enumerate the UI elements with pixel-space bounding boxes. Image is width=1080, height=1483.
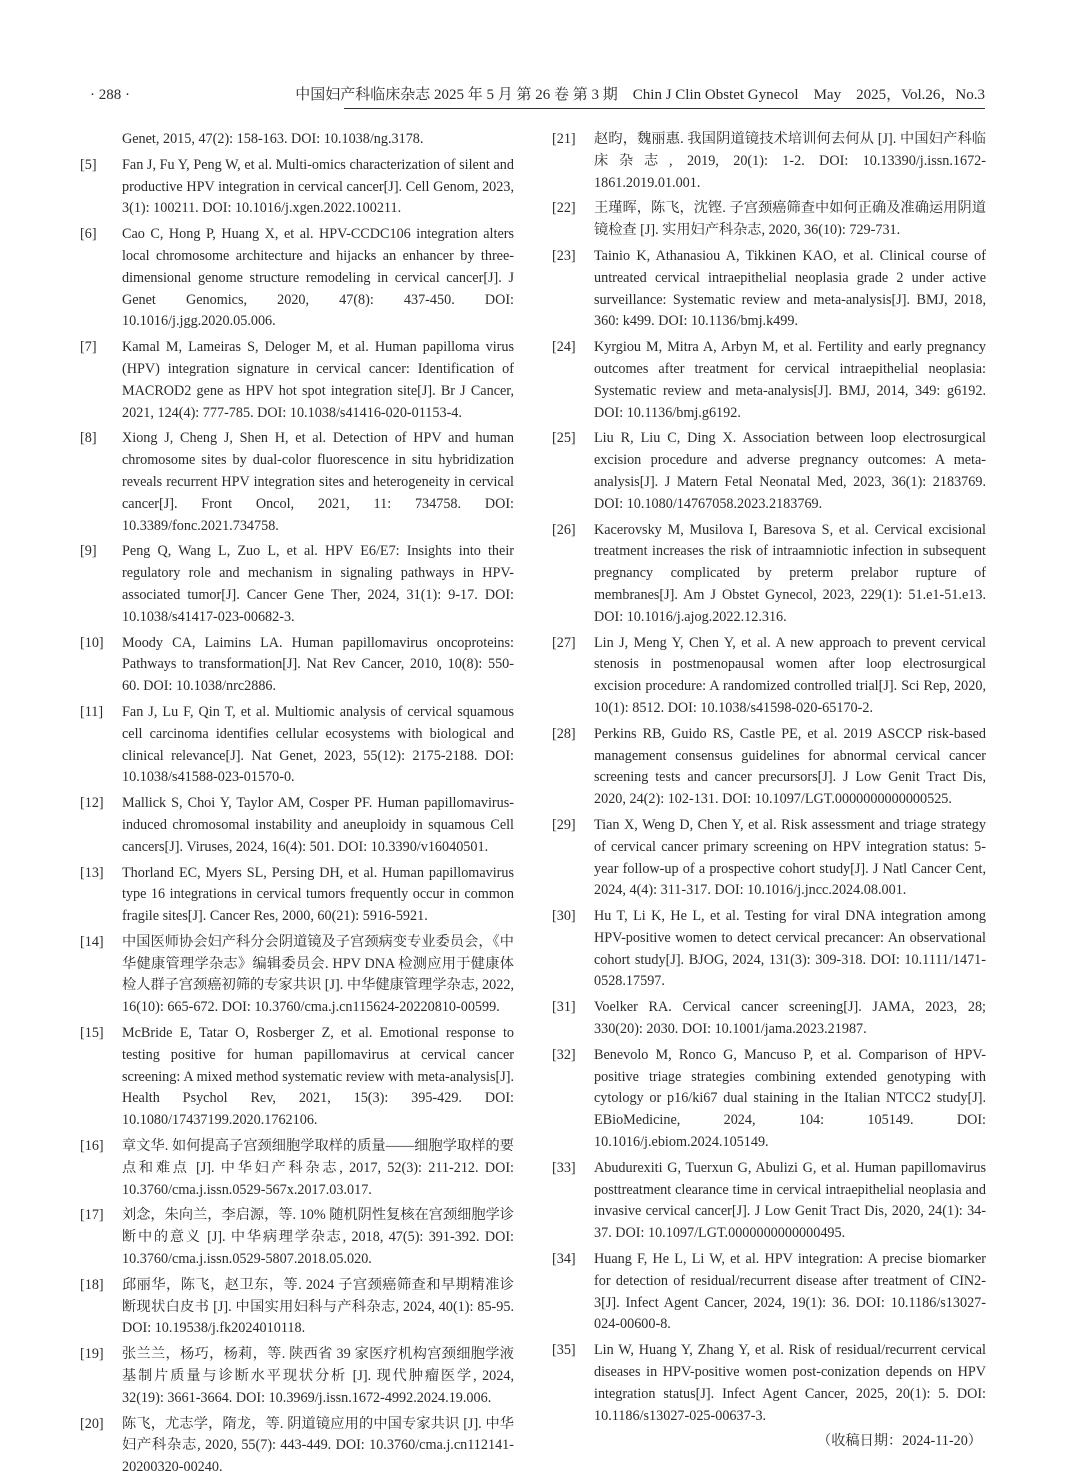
received-date: （收稿日期：2024-11-20） xyxy=(817,1433,982,1450)
reference-text: 张兰兰，杨巧，杨莉，等. 陕西省 39 家医疗机构宫颈细胞学液基制片质量与诊断水平现状分析 [J]. 现代肿瘤医学, 2024, 32(19): 3661-3664. DOI: 10.3969/j.issn.1672-4992.2024.19.006. xyxy=(122,1346,514,1406)
reference-text: Peng Q, Wang L, Zuo L, et al. HPV E6/E7: Insights into their regulatory role and mechanism in signaling pathways in HPV-associated tumor[J]. Cancer Gene Ther, 2024, 31(1): 9-17. DOI: 10.1038/s41417-023-00682-3. xyxy=(122,543,514,625)
reference-item xyxy=(552,633,986,720)
reference-number: [14] xyxy=(80,933,104,950)
reference-item xyxy=(80,541,514,628)
reference-text: Kacerovsky M, Musilova I, Baresova S, et al. Cervical excisional treatment increases the risk of intraamniotic infection in subsequent pregnancy complicated by preterm prelabor rupture of membranes[J]. Am J Obstet Gynecol, 2023, 229(1): 51.e1-51.e13. DOI: 10.1016/j.ajog.2022.12.316. xyxy=(594,521,986,625)
reference-text: Thorland EC, Myers SL, Persing DH, et al. Human papillomavirus type 16 integrations in cervical tumors frequently occur in common fragile sites[J]. Cancer Res, 2000, 60(21): 5916-5921. xyxy=(122,864,514,925)
reference-number: [29] xyxy=(552,816,576,833)
reference-text: Lin J, Meng Y, Chen Y, et al. A new approach to prevent cervical stenosis in postmenopausal women after loop electrosurgical excision procedure: A randomized controlled trial[J]. Sci Rep, 2020, 10(1): 8512. DOI: 10.1038/s41598-020-65170-2. xyxy=(594,634,986,716)
page-header xyxy=(80,84,990,106)
reference-number: [12] xyxy=(80,795,104,812)
reference-number: [22] xyxy=(552,200,576,217)
reference-text: 赵昀，魏丽惠. 我国阴道镜技术培训何去何从 [J]. 中国妇产科临床杂志, 2019, 20(1): 1-2. DOI: 10.13390/j.issn.1672-1861.2019.01.001. xyxy=(594,131,986,191)
right-column xyxy=(552,129,986,1453)
reference-text: Tainio K, Athanasiou A, Tikkinen KAO, et al. Clinical course of untreated cervical intraepithelial neoplasia grade 2 under active surveillance: Systematic review and meta-analysis[J]. BMJ, 2018, 360: k499. DOI: 10.1136/bmj.k499. xyxy=(594,247,986,330)
reference-item xyxy=(552,1249,986,1336)
reference-number: [31] xyxy=(552,999,576,1016)
reference-item xyxy=(552,246,986,333)
reference-item xyxy=(552,337,986,424)
reference-text: Fan J, Fu Y, Peng W, et al. Multi-omics characterization of silent and productive HPV integration in cervical cancer[J]. Cell Genom, 2023, 3(1): 100211. DOI: 10.1016/j.xgen.2022.100211. xyxy=(122,156,514,217)
reference-text: Liu R, Liu C, Ding X. Association between loop electrosurgical excision procedure and adverse pregnancy outcomes: A meta-analysis[J]. J Matern Fetal Neonatal Med, 2023, 36(1): 2183769. DOI: 10.1080/14767058.2023.2183769. xyxy=(594,430,986,512)
reference-number: [17] xyxy=(80,1207,104,1224)
reference-item xyxy=(552,129,986,194)
reference-number: [27] xyxy=(552,634,576,651)
reference-item xyxy=(80,224,514,333)
reference-text: Abudurexiti G, Tuerxun G, Abulizi G, et al. Human papillomavirus posttreatment clearance time in cervical intraepithelial neoplasia and invasive cervical cancer[J]. J Low Genit Tract Dis, 2020, 24(1): 34-37. DOI: 10.1097/LGT.0000000000000495. xyxy=(594,1159,986,1242)
reference-number: [7] xyxy=(80,339,97,356)
reference-item xyxy=(80,1205,514,1270)
reference-item xyxy=(80,863,514,928)
reference-number: [25] xyxy=(552,430,576,447)
reference-number: [15] xyxy=(80,1025,104,1042)
reference-number: [32] xyxy=(552,1046,576,1063)
reference-text: McBride E, Tatar O, Rosberger Z, et al. Emotional response to testing positive for human papillomavirus at cervical cancer screening: A mixed method systematic review with meta-analysis[J]. Health Psychol Rev, 2021, 15(3): 395-429. DOI: 10.1080/17437199.2020.1762106. xyxy=(122,1025,514,1129)
reference-item xyxy=(80,1414,514,1479)
reference-item xyxy=(80,1344,514,1409)
reference-text: Hu T, Li K, He L, et al. Testing for viral DNA integration among HPV-positive women to detect cervical precancer: An observational cohort study[J]. BJOG, 2024, 131(3): 309-318. DOI: 10.1111/1471-0528.17597. xyxy=(594,908,986,990)
reference-number: [23] xyxy=(552,247,576,264)
reference-number: [10] xyxy=(80,634,104,651)
reference-text: 刘念，朱向兰，李启源，等. 10% 随机阴性复核在宫颈细胞学诊断中的意义 [J]. 中华病理学杂志, 2018, 47(5): 391-392. DOI: 10.3760/cma.j.issn.0529-5807.2018.05.020. xyxy=(122,1207,514,1268)
reference-item xyxy=(80,155,514,220)
reference-text: 中国医师协会妇产科分会阴道镜及子宫颈病变专业委员会，《中华健康管理学杂志》编辑委员会. HPV DNA 检测应用于健康体检人群子宫颈癌初筛的专家共识 [J]. 中华健康管理学杂志, 2022, 16(10): 665-672. DOI: 10.3760/cma.j.cn115624-20220810-00599. xyxy=(122,933,514,1016)
reference-number: [11] xyxy=(80,703,104,720)
reference-text: Kyrgiou M, Mitra A, Arbyn M, et al. Fertility and early pregnancy outcomes after treatment for cervical intraepithelial neoplasia: Systematic review and meta-analysis[J]. BMJ, 2014, 349: g6192. DOI: 10.1136/bmj.g6192. xyxy=(594,339,986,421)
reference-text: Xiong J, Cheng J, Shen H, et al. Detection of HPV and human chromosome sites by dual-color fluorescence in situ hybridization reveals recurrent HPV integration sites and heterogeneity in cervical cancer[J]. Front Oncol, 2021, 11: 734758. DOI: 10.3389/fonc.2021.734758. xyxy=(122,430,514,534)
reference-number: [30] xyxy=(552,908,576,925)
reference-item xyxy=(80,1023,514,1132)
reference-number: [16] xyxy=(80,1138,104,1155)
reference-item xyxy=(80,633,514,698)
reference-number: [19] xyxy=(80,1346,104,1363)
reference-number: [28] xyxy=(552,725,576,742)
reference-number: [9] xyxy=(80,543,97,560)
reference-text: Moody CA, Laimins LA. Human papillomavirus oncoproteins: Pathways to transformation[J]. Nat Rev Cancer, 2010, 10(8): 550-60. DOI: 10.1038/nrc2886. xyxy=(122,634,514,695)
reference-number: [24] xyxy=(552,339,576,356)
header-rule xyxy=(344,108,985,109)
reference-text: Fan J, Lu F, Qin T, et al. Multiomic analysis of cervical squamous cell carcinoma identifies cellular ecosystems with biological and clinical relevance[J]. Nat Genet, 2023, 55(12): 2175-2188. DOI: 10.1038/s41588-023-01570-0. xyxy=(122,703,514,786)
reference-item xyxy=(552,906,986,993)
reference-text: Perkins RB, Guido RS, Castle PE, et al. 2019 ASCCP risk-based management consensus guidelines for abnormal cervical cancer screening tests and cancer precursors[J]. J Low Genit Tract Dis, 2020, 24(2): 102-131. DOI: 10.1097/LGT.0000000000000525. xyxy=(594,725,986,808)
reference-continuation: Genet, 2015, 47(2): 158-163. DOI: 10.1038/ng.3178. xyxy=(122,131,424,147)
reference-text: Kamal M, Lameiras S, Deloger M, et al. Human papilloma virus (HPV) integration signature in cervical cancer: Identification of MACROD2 gene as HPV hot spot integration site[J]. Br J Cancer, 2021, 124(4): 777-785. DOI: 10.1038/s41416-020-01153-4. xyxy=(122,339,514,421)
reference-number: [8] xyxy=(80,430,97,447)
reference-item xyxy=(80,793,514,858)
reference-item xyxy=(80,932,514,1019)
reference-item xyxy=(552,428,986,515)
reference-item xyxy=(80,428,514,537)
reference-item xyxy=(552,520,986,629)
reference-number: [20] xyxy=(80,1415,104,1432)
reference-text: Voelker RA. Cervical cancer screening[J]. JAMA, 2023, 28; 330(20): 2030. DOI: 10.1001/jama.2023.21987. xyxy=(594,999,986,1038)
reference-item xyxy=(80,1136,514,1201)
left-reference-list xyxy=(80,155,514,1479)
reference-item xyxy=(552,198,986,242)
reference-item xyxy=(552,815,986,902)
reference-item xyxy=(552,1340,986,1427)
right-reference-list xyxy=(552,129,986,1427)
reference-number: [21] xyxy=(552,131,576,147)
page-number: · 288 · xyxy=(90,87,130,103)
reference-number: [18] xyxy=(80,1276,104,1293)
reference-item xyxy=(552,1045,986,1154)
reference-number: [33] xyxy=(552,1159,576,1176)
reference-text: 邱丽华，陈飞，赵卫东，等. 2024 子宫颈癌筛查和早期精准诊断现状白皮书 [J]. 中国实用妇科与产科杂志, 2024, 40(1): 85-95. DOI: 10.19538/j.fk2024010118. xyxy=(122,1276,514,1337)
reference-text: Tian X, Weng D, Chen Y, et al. Risk assessment and triage strategy of cervical cancer primary screening on HPV integration status: 5-year follow-up of a prospective cohort study[J]. J Natl Cancer Cent, 2024, 4(4): 311-317. DOI: 10.1016/j.jncc.2024.08.001. xyxy=(594,816,986,899)
reference-text: Benevolo M, Ronco G, Mancuso P, et al. Comparison of HPV-positive triage strategies combining extended genotyping with cytology or p16/ki67 dual staining in the Italian NTCC2 study[J]. EBioMedicine, 2024, 104: 105149. DOI: 10.1016/j.ebiom.2024.105149. xyxy=(594,1046,986,1151)
reference-item xyxy=(552,1158,986,1245)
reference-text: Lin W, Huang Y, Zhang Y, et al. Risk of residual/recurrent cervical diseases in HPV-positive women post-conization depends on HPV integration status[J]. Infect Agent Cancer, 2025, 20(1): 5. DOI: 10.1186/s13027-025-00637-3. xyxy=(594,1342,986,1424)
reference-number: [35] xyxy=(552,1342,576,1359)
reference-text: Huang F, He L, Li W, et al. HPV integration: A precise biomarker for detection of residual/recurrent disease after treatment of CIN2-3[J]. Infect Agent Cancer, 2024, 19(1): 36. DOI: 10.1186/s13027-024-00600-8. xyxy=(594,1251,986,1333)
reference-number: [34] xyxy=(552,1251,576,1268)
reference-text: 王瑾晖，陈飞，沈铿. 子宫颈癌筛查中如何正确及准确运用阴道镜检查 [J]. 实用妇产科杂志, 2020, 36(10): 729-731. xyxy=(594,200,986,239)
reference-text: 章文华. 如何提高子宫颈细胞学取样的质量——细胞学取样的要点和难点 [J]. 中华妇产科杂志, 2017, 52(3): 211-212. DOI: 10.3760/cma.j.issn.0529-567x.2017.03.017. xyxy=(122,1138,514,1198)
reference-item xyxy=(80,337,514,424)
reference-item xyxy=(552,724,986,811)
reference-text: Cao C, Hong P, Huang X, et al. HPV-CCDC106 integration alters local chromosome architecture and hijacks an enhancer by three-dimensional genome structure remodeling in cervical cancer[J]. J Genet Genomics, 2020, 47(8): 437-450. DOI: 10.1016/j.jgg.2020.05.006. xyxy=(122,226,514,330)
reference-number: [26] xyxy=(552,521,576,538)
reference-text: 陈飞，尤志学，隋龙，等. 阴道镜应用的中国专家共识 [J]. 中华妇产科杂志, 2020, 55(7): 443-449. DOI: 10.3760/cma.j.cn112141-20200320-00240. xyxy=(122,1415,514,1476)
running-title: 中国妇产科临床杂志 2025 年 5 月 第 26 卷 第 3 期 Chin J Clin Obstet Gynecol May 2025，Vol.26，No.3 xyxy=(295,87,985,103)
reference-item xyxy=(80,1275,514,1340)
left-column xyxy=(80,129,514,1483)
reference-number: [5] xyxy=(80,156,97,173)
reference-item xyxy=(552,997,986,1041)
reference-number: [13] xyxy=(80,864,104,881)
reference-text: Mallick S, Choi Y, Taylor AM, Cosper PF. Human papillomavirus-induced chromosomal instability and aneuploidy in squamous Cell cancers[J]. Viruses, 2024, 16(4): 501. DOI: 10.3390/v16040501. xyxy=(122,795,514,855)
reference-number: [6] xyxy=(80,226,97,243)
reference-item xyxy=(80,702,514,789)
